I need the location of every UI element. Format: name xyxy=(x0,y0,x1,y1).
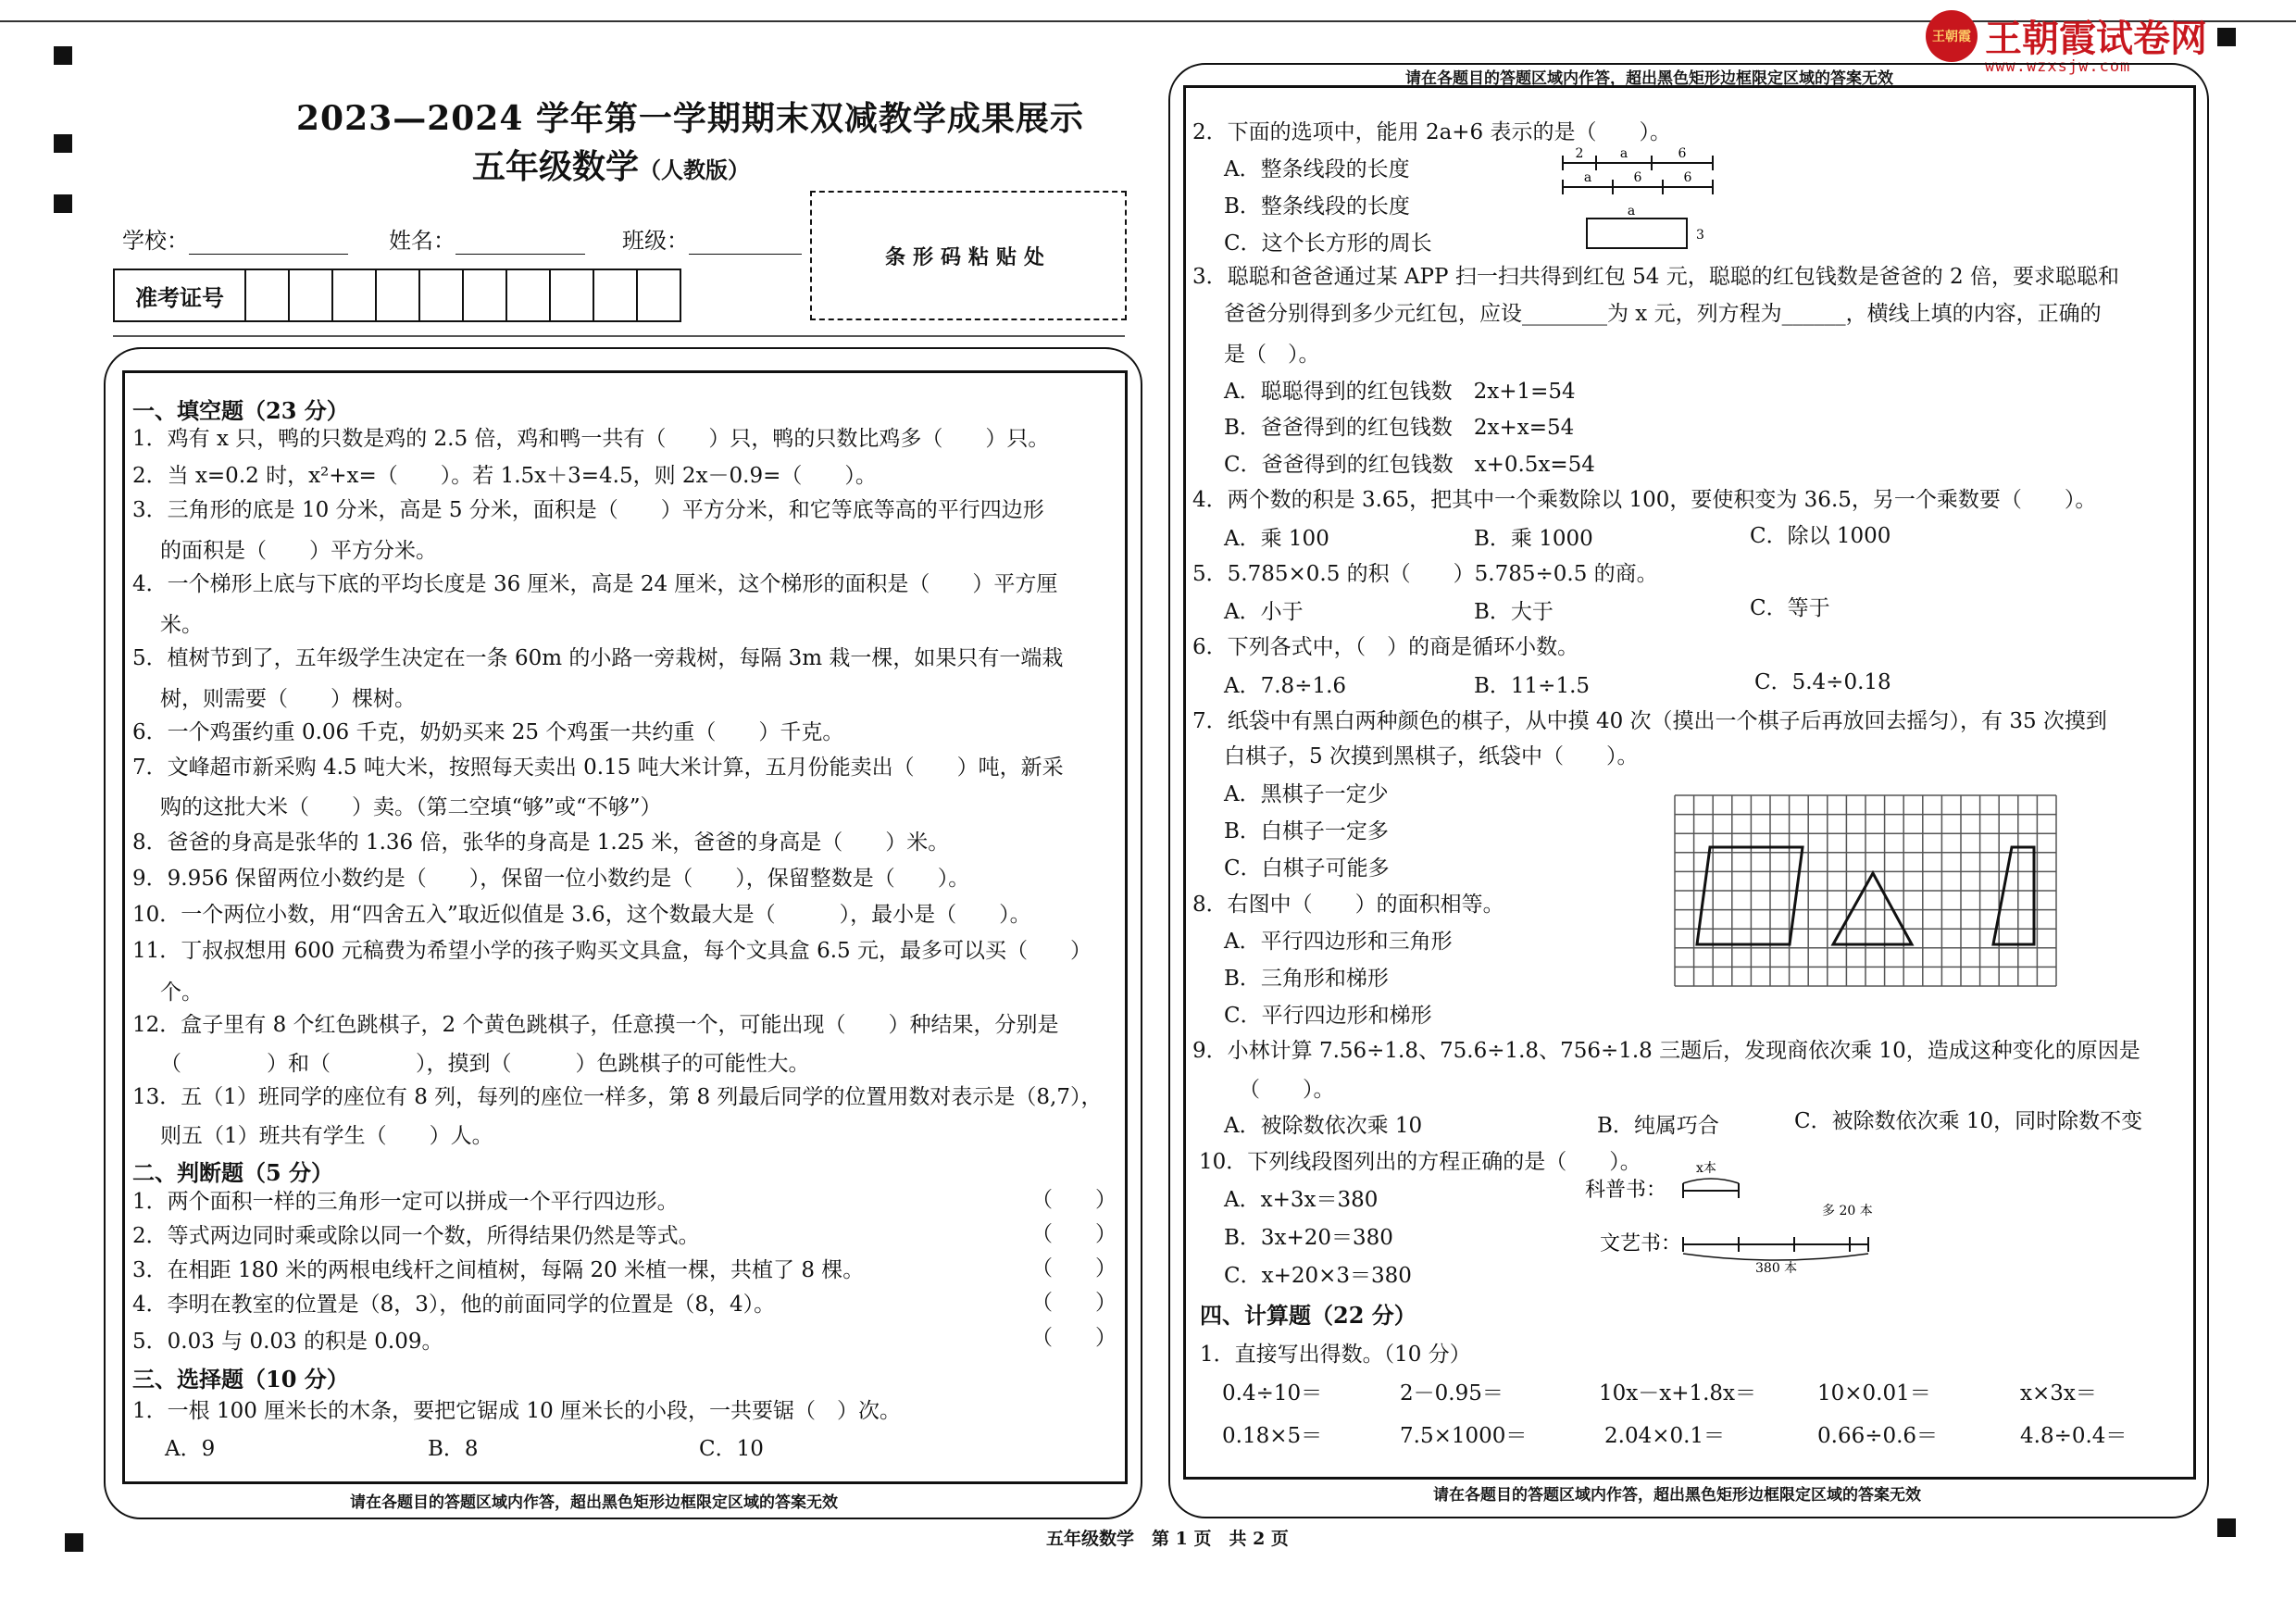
class-label: 班级： xyxy=(622,228,689,254)
seg-label: 6 xyxy=(1678,146,1687,161)
choice-option: B．白棋子一定多 xyxy=(1224,819,1389,843)
choice-option: A．小于 xyxy=(1224,600,1304,624)
question-line: 8．右图中（ ）的面积相等。 xyxy=(1192,893,1504,917)
name-field[interactable] xyxy=(389,222,585,255)
choice-option: C．等于 xyxy=(1750,596,1830,620)
question-line: 树，则需要（ ）棵树。 xyxy=(160,687,416,711)
brand-url: www.wzxsjw.com xyxy=(1985,57,2131,76)
question-line: 2．等式两边同时乘或除以同一个数，所得结果仍然是等式。 xyxy=(132,1224,700,1248)
choice-option: A．9 xyxy=(165,1437,216,1461)
choice-option: C．除以 1000 xyxy=(1750,524,1891,548)
name-label: 姓名： xyxy=(389,228,455,254)
question-line: 11．丁叔叔想用 600 元稿费为希望小学的孩子购买文具盒，每个文具盒 6.5 元，最多可以买（ ） xyxy=(132,939,1092,963)
left-warning: 请在各题目的答题区域内作答，超出黑色矩形边框限定区域的答案无效 xyxy=(350,1493,838,1512)
lit-segment xyxy=(1683,1237,1868,1252)
brand-name: 王朝霞试卷网 xyxy=(1985,18,2207,60)
calc-item: 10×0.01＝ xyxy=(1817,1381,1931,1405)
exam-number-cell[interactable] xyxy=(551,270,594,320)
exam-number-cell[interactable] xyxy=(377,270,420,320)
question-line: 1．直接写出得数。（10 分） xyxy=(1200,1343,1471,1367)
calc-item: 10x－x+1.8x＝ xyxy=(1599,1381,1757,1405)
rect-side-label: 3 xyxy=(1696,228,1704,243)
section-calc-heading: 四、计算题（22 分） xyxy=(1200,1302,1416,1329)
choice-option: C．爸爸得到的红包钱数 x+0.5x=54 xyxy=(1224,453,1595,477)
judge-answer-bracket[interactable]: （ ） xyxy=(1031,1291,1117,1315)
section-judge-heading: 二、判断题（5 分） xyxy=(132,1159,334,1186)
question-line: 9．小林计算 7.56÷1.8、75.6÷1.8、756÷1.8 三题后，发现商依次乘 10，造成这种变化的原因是 xyxy=(1192,1039,2140,1063)
question-line: 1．一根 100 厘米长的木条，要把它锯成 10 厘米长的小段，一共要锯（ ）次。 xyxy=(132,1399,902,1423)
question-line: 1．两个面积一样的三角形一定可以拼成一个平行四边形。 xyxy=(132,1190,679,1214)
registration-mark xyxy=(2217,28,2236,46)
section-fill-blank-heading: 一、填空题（23 分） xyxy=(132,397,349,424)
total-label: 380 本 xyxy=(1755,1261,1798,1276)
choice-option: A．7.8÷1.6 xyxy=(1224,674,1347,698)
brace-total xyxy=(1683,1254,1868,1260)
question-line: （ ）和（ ），摸到（ ）色跳棋子的可能性大。 xyxy=(160,1052,810,1076)
triangle-shape xyxy=(1833,873,1912,944)
choice-option: B．11÷1.5 xyxy=(1474,674,1591,698)
exam-number-cell[interactable] xyxy=(464,270,507,320)
question-line: 的面积是（ ）平方分米。 xyxy=(160,539,437,563)
calc-item: 4.8÷0.4＝ xyxy=(2020,1424,2128,1448)
choice-option: B．纯属巧合 xyxy=(1597,1114,1719,1138)
grid-lines xyxy=(1675,795,2056,986)
question-line: 3．在相距 180 米的两根电线杆之间植树，每隔 20 米植一棵，共植了 8 棵。 xyxy=(132,1258,865,1282)
barcode-area: 条形码粘贴处 xyxy=(810,191,1127,320)
subject-title: 五年级数学 xyxy=(472,147,640,186)
choice-option: B．3x+20＝380 xyxy=(1224,1226,1393,1250)
calc-item: 0.66÷0.6＝ xyxy=(1817,1424,1939,1448)
class-input[interactable] xyxy=(689,231,802,255)
choice-option: C．10 xyxy=(699,1437,764,1461)
exam-number-cell[interactable] xyxy=(594,270,638,320)
choice-option: C．平行四边形和梯形 xyxy=(1224,1004,1432,1028)
question-line: 13．五（1）班同学的座位有 8 列，每列的座位一样多，第 8 列最后同学的位置用数对表示是（8,7）， xyxy=(132,1085,1103,1109)
calc-item: 7.5×1000＝ xyxy=(1400,1424,1528,1448)
judge-answer-bracket[interactable]: （ ） xyxy=(1031,1326,1117,1350)
school-input[interactable] xyxy=(189,231,348,255)
judge-answer-bracket[interactable]: （ ） xyxy=(1031,1256,1117,1280)
judge-answer-bracket[interactable]: （ ） xyxy=(1031,1222,1117,1246)
exam-number-cell[interactable] xyxy=(290,270,333,320)
question-line: 6．一个鸡蛋约重 0.06 千克，奶奶买来 25 个鸡蛋一共约重（ ）千克。 xyxy=(132,720,844,744)
question-line: 则五（1）班共有学生（ ）人。 xyxy=(160,1124,493,1148)
section-choice-heading: 三、选择题（10 分） xyxy=(132,1366,349,1393)
question-line: 4．两个数的积是 3.65，把其中一个乘数除以 100，要使积变为 36.5，另一个乘数要（ ）。 xyxy=(1192,488,2097,512)
calc-item: 0.18×5＝ xyxy=(1222,1424,1323,1448)
brace-x xyxy=(1683,1179,1739,1183)
question-line: 白棋子，5 次摸到黑棋子，纸袋中（ ）。 xyxy=(1224,744,1639,768)
registration-mark xyxy=(54,46,72,65)
choice-option: B．乘 1000 xyxy=(1474,527,1593,551)
exam-number-label: 准考证号 xyxy=(115,270,246,320)
choice-option: B．整条线段的长度 xyxy=(1224,194,1410,219)
school-label: 学校： xyxy=(122,228,189,254)
question-line: 10．一个两位小数，用“四舍五入”取近似值是 3.6，这个数最大是（ ），最小是（ ）。 xyxy=(132,903,1031,927)
question-line: 7．文峰超市新采购 4.5 吨大米，按照每天卖出 0.15 吨大米计算，五月份能卖出（ ）吨，新采 xyxy=(132,756,1064,780)
rectangle-shape xyxy=(1587,219,1687,248)
registration-mark xyxy=(54,134,72,153)
question-line: 2．下面的选项中，能用 2a+6 表示的是（ ）。 xyxy=(1192,120,1672,144)
calc-item: x×3x＝ xyxy=(2020,1381,2097,1405)
question-line: 1．鸡有 x 只，鸭的只数是鸡的 2.5 倍，鸡和鸭一共有（ ）只，鸭的只数比鸡多（ ）只。 xyxy=(132,427,1050,451)
choice-option: A．平行四边形和三角形 xyxy=(1224,930,1453,954)
question-line: 9．9.956 保留两位小数约是（ ），保留一位小数约是（ ），保留整数是（ ）。 xyxy=(132,867,970,891)
sci-segment xyxy=(1683,1183,1739,1198)
more-20-label: 多 20 本 xyxy=(1822,1204,1873,1218)
exam-number-cell[interactable] xyxy=(333,270,377,320)
grid-figure xyxy=(1671,792,2060,1005)
registration-mark xyxy=(54,194,72,213)
brand-logo xyxy=(1926,9,2207,76)
question-line: 12．盒子里有 8 个红色跳棋子，2 个黄色跳棋子，任意摸一个，可能出现（ ）种结果，分别是 xyxy=(132,1013,1059,1037)
choice-option: A．乘 100 xyxy=(1224,527,1329,551)
question-line: 爸爸分别得到多少元红包，应设________为 x 元，列方程为______，横线上填的内容，正确的 xyxy=(1224,302,2102,326)
choice-option: C．白棋子可能多 xyxy=(1224,856,1390,881)
exam-number-cell[interactable] xyxy=(507,270,551,320)
rect-top-label: a xyxy=(1627,204,1636,219)
right-top-warning: 请在各题目的答题区域内作答，超出黑色矩形边框限定区域的答案无效 xyxy=(1405,69,1893,88)
exam-number-grid[interactable] xyxy=(113,269,681,322)
calc-item: 2.04×0.1＝ xyxy=(1604,1424,1726,1448)
exam-number-cell[interactable] xyxy=(246,270,290,320)
header-divider xyxy=(113,335,1125,337)
question-line: 5．0.03 与 0.03 的积是 0.09。 xyxy=(132,1330,443,1354)
choice-option: A．x+3x＝380 xyxy=(1224,1188,1379,1212)
question-line: 10．下列线段图列出的方程正确的是（ ）。 xyxy=(1199,1150,1641,1174)
brand-seal-icon: 王朝霞 xyxy=(1926,10,1978,62)
question-line: 个。 xyxy=(160,981,203,1005)
choice-option: C．x+20×3＝380 xyxy=(1224,1264,1412,1288)
choice-option: C．5.4÷0.18 xyxy=(1754,670,1891,694)
question-line: 5．植树节到了，五年级学生决定在一条 60m 的小路一旁栽树，每隔 3m 栽一棵，如果只有一端栽 xyxy=(132,646,1064,670)
question-line: 米。 xyxy=(160,613,203,637)
question-line: 4．一个梯形上底与下底的平均长度是 36 厘米，高是 24 厘米，这个梯形的面积是（ ）平方厘 xyxy=(132,572,1058,596)
exam-subtitle xyxy=(472,141,750,188)
choice-option: B．大于 xyxy=(1474,600,1554,624)
seg-label: 6 xyxy=(1683,170,1692,185)
choice-option: A．整条线段的长度 xyxy=(1224,157,1410,181)
question-line: 5．5.785×0.5 的积（ ）5.785÷0.5 的商。 xyxy=(1192,562,1658,586)
exam-title: 2023—2024 学年第一学期期末双减教学成果展示 xyxy=(296,99,1084,138)
edition-label: （人教版） xyxy=(639,156,751,183)
question-line: 购的这批大米（ ）卖。（第二空填“够”或“不够”） xyxy=(160,795,662,819)
name-input[interactable] xyxy=(455,231,585,255)
calc-item: 0.4÷10＝ xyxy=(1222,1381,1323,1405)
question-line: （ ）。 xyxy=(1239,1078,1335,1102)
calc-item: 2－0.95＝ xyxy=(1400,1381,1504,1405)
segment-diagram-a xyxy=(1563,156,1713,170)
right-bottom-warning: 请在各题目的答题区域内作答，超出黑色矩形边框限定区域的答案无效 xyxy=(1433,1486,1921,1505)
seg-label: a xyxy=(1619,146,1628,161)
question-line: 8．爸爸的身高是张华的 1.36 倍，张华的身高是 1.25 米，爸爸的身高是（ ）米。 xyxy=(132,831,950,855)
question-line: 是（ ）。 xyxy=(1224,343,1320,367)
choice-option: C．被除数依次乘 10，同时除数不变 xyxy=(1794,1109,2143,1133)
question-line: 4．李明在教室的位置是（8，3），他的前面同学的位置是（8，4）。 xyxy=(132,1293,776,1317)
line-segment-diagram xyxy=(1574,1157,1879,1278)
class-field[interactable] xyxy=(622,222,802,255)
page-footer: 五年级数学 第 1 页 共 2 页 xyxy=(1046,1529,1289,1549)
lit-book-label: 文艺书： xyxy=(1600,1232,1682,1255)
choice-option: B．爸爸得到的红包钱数 2x+x=54 xyxy=(1224,416,1575,440)
choice-option: A．被除数依次乘 10 xyxy=(1224,1114,1423,1138)
choice-option: C．这个长方形的周长 xyxy=(1224,231,1432,256)
choice-option: B．三角形和梯形 xyxy=(1224,967,1389,991)
registration-mark xyxy=(2217,1518,2236,1537)
registration-mark xyxy=(65,1533,83,1552)
choice-option: A．聪聪得到的红包钱数 2x+1=54 xyxy=(1224,380,1576,404)
seg-label: 6 xyxy=(1633,170,1642,185)
choice-option: A．黑棋子一定少 xyxy=(1224,782,1389,806)
exam-number-cell[interactable] xyxy=(420,270,464,320)
question-line: 7．纸袋中有黑白两种颜色的棋子，从中摸 40 次（摸出一个棋子后再放回去摇匀），有 35 次摸到 xyxy=(1192,709,2107,733)
seg-label: 2 xyxy=(1575,146,1584,161)
judge-answer-bracket[interactable]: （ ） xyxy=(1031,1188,1117,1212)
x-label: x本 xyxy=(1696,1161,1716,1176)
sci-book-label: 科普书： xyxy=(1585,1179,1667,1202)
segment-diagrams xyxy=(1555,139,1741,250)
exam-number-cell[interactable] xyxy=(638,270,680,320)
school-field[interactable] xyxy=(122,222,348,255)
question-line: 3．聪聪和爸爸通过某 APP 扫一扫共得到红包 54 元，聪聪的红包钱数是爸爸的 2 倍，要求聪聪和 xyxy=(1192,265,2119,289)
question-line: 2．当 x=0.2 时，x²+x=（ ）。若 1.5x＋3=4.5，则 2x－0.9=（ ）。 xyxy=(132,464,877,488)
seg-label: a xyxy=(1583,170,1592,185)
question-line: 6．下列各式中，（ ）的商是循环小数。 xyxy=(1192,635,1579,659)
question-line: 3．三角形的底是 10 分米，高是 5 分米，面积是（ ）平方分米，和它等底等高的平行四边形 xyxy=(132,498,1044,522)
choice-option: B．8 xyxy=(428,1437,479,1461)
